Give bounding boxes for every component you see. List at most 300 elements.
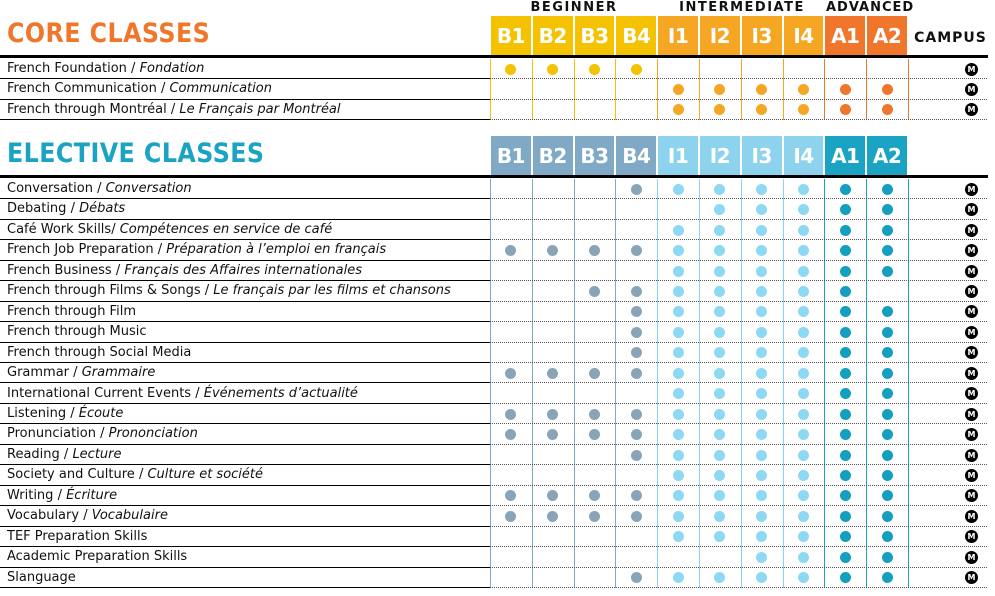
level-dot-b2: [547, 368, 558, 379]
advanced-group-label: ADVANCED: [826, 0, 915, 15]
level-dot-a1: [840, 511, 851, 522]
level-dot-a2: [882, 388, 893, 399]
class-name: [7, 302, 136, 322]
level-dot-a1: [840, 572, 851, 583]
table-row: [0, 179, 995, 199]
campus-montreal-icon: M: [965, 63, 978, 76]
elective-level-b4: B4: [616, 136, 656, 175]
class-name: [7, 424, 198, 444]
campus-montreal-icon: M: [965, 449, 978, 462]
class-name: [7, 363, 155, 383]
class-name-separator: /: [126, 61, 140, 76]
level-dot-a2: [882, 450, 893, 461]
level-dot-b4: [631, 409, 642, 420]
level-dot-a1: [840, 184, 851, 195]
level-dot-i3: [756, 470, 767, 481]
level-dot-i2: [714, 84, 725, 95]
row-dotted-divider: [490, 587, 987, 588]
class-name: [7, 486, 117, 506]
class-name: [7, 445, 122, 465]
level-dot-i4: [798, 490, 809, 501]
class-name-separator: /: [66, 405, 79, 421]
class-name-english: French Job Preparation: [7, 242, 154, 258]
class-name: [7, 179, 192, 199]
level-dot-a1: [840, 245, 851, 256]
level-dot-i4: [798, 409, 809, 420]
beginner-group-label: BEGINNER: [530, 0, 618, 15]
level-dot-i1: [673, 450, 684, 461]
level-dot-i1: [673, 388, 684, 399]
elective-level-i3: I3: [742, 136, 782, 175]
level-dot-i3: [756, 204, 767, 215]
level-dot-i2: [714, 104, 725, 115]
level-dot-b1: [505, 490, 516, 501]
level-dot-i2: [714, 490, 725, 501]
level-dot-b3: [589, 511, 600, 522]
level-dot-a1: [840, 368, 851, 379]
class-name-english: French through Music: [7, 324, 147, 340]
class-name-english: Grammar: [7, 365, 70, 381]
level-dot-b4: [631, 327, 642, 338]
level-dot-b4: [631, 347, 642, 358]
level-dot-a1: [840, 388, 851, 399]
level-dot-i3: [756, 184, 767, 195]
level-dot-b4: [631, 450, 642, 461]
campus-montreal-icon: M: [965, 183, 978, 196]
elective-level-b2: B2: [533, 136, 573, 175]
table-row: [0, 506, 995, 526]
table-row: [0, 281, 995, 301]
level-dot-a1: [840, 347, 851, 358]
table-row: [0, 199, 995, 219]
class-name-english: Slanguage: [7, 569, 76, 585]
level-dot-a1: [840, 470, 851, 481]
level-dot-a2: [882, 245, 893, 256]
class-name-french: Communication: [169, 81, 272, 97]
campus-montreal-icon: M: [965, 571, 978, 584]
class-name: [7, 547, 187, 567]
level-dot-b4: [631, 184, 642, 195]
level-dot-i4: [798, 184, 809, 195]
class-name-separator: /: [59, 446, 73, 462]
level-dot-b1: [505, 429, 516, 440]
level-dot-i1: [673, 429, 684, 440]
level-dot-i1: [673, 245, 684, 256]
class-name-english: Reading: [7, 446, 60, 462]
table-row: [0, 261, 995, 281]
level-dot-i1: [673, 266, 684, 277]
level-dot-b2: [547, 429, 558, 440]
level-dot-b3: [589, 490, 600, 501]
level-dot-b4: [631, 429, 642, 440]
class-name-french: Le Français par Montréal: [179, 101, 341, 117]
core-level-b4: B4: [616, 16, 656, 55]
level-dot-b3: [589, 368, 600, 379]
level-dot-i2: [714, 450, 725, 461]
level-dot-i3: [756, 409, 767, 420]
core-level-a2: A2: [867, 16, 907, 55]
class-name-separator: /: [191, 385, 204, 401]
table-row: [0, 100, 995, 120]
level-dot-b4: [631, 306, 642, 317]
class-name: [7, 404, 123, 424]
level-dot-b2: [547, 64, 558, 75]
level-dot-i2: [714, 245, 725, 256]
level-dot-i2: [714, 511, 725, 522]
class-name-french: Fondation: [139, 61, 205, 76]
class-name-english: Vocabulary: [7, 508, 80, 524]
level-dot-b4: [631, 511, 642, 522]
level-dot-i2: [714, 531, 725, 542]
campus-montreal-icon: M: [965, 469, 978, 482]
level-dot-a2: [882, 184, 893, 195]
class-name-separator: /: [111, 221, 120, 237]
class-name-french: Écoute: [78, 405, 124, 421]
campus-montreal-icon: M: [965, 203, 978, 216]
level-dot-i3: [756, 245, 767, 256]
level-dot-i1: [673, 286, 684, 297]
level-dot-a2: [882, 225, 893, 236]
campus-montreal-icon: M: [965, 244, 978, 257]
table-row: [0, 424, 995, 444]
elective-classes-title: ELECTIVE CLASSES: [7, 138, 265, 169]
level-dot-i4: [798, 572, 809, 583]
campus-montreal-icon: M: [965, 367, 978, 380]
level-dot-i4: [798, 266, 809, 277]
campus-montreal-icon: M: [965, 408, 978, 421]
level-dot-i2: [714, 409, 725, 420]
class-name-english: French through Social Media: [7, 344, 192, 360]
level-dot-i3: [756, 531, 767, 542]
level-dot-a1: [840, 286, 851, 297]
class-name-english: Writing: [7, 487, 54, 503]
class-name-separator: /: [92, 181, 106, 196]
level-dot-a1: [840, 266, 851, 277]
class-name-separator: /: [66, 201, 80, 217]
level-dot-i4: [798, 225, 809, 236]
class-name-separator: /: [200, 283, 214, 299]
level-dot-b4: [631, 368, 642, 379]
level-dot-a2: [882, 368, 893, 379]
table-row: [0, 568, 995, 588]
level-dot-a2: [882, 104, 893, 115]
level-dot-b3: [589, 429, 600, 440]
core-header-rule: [0, 55, 988, 58]
level-dot-i4: [798, 347, 809, 358]
level-dot-i3: [756, 286, 767, 297]
class-name-english: Academic Preparation Skills: [7, 549, 188, 565]
level-dot-i1: [673, 511, 684, 522]
table-row: [0, 322, 995, 342]
level-dot-b2: [547, 409, 558, 420]
class-name-separator: /: [156, 81, 170, 97]
core-level-b1: B1: [491, 16, 531, 55]
class-name: [7, 281, 451, 301]
class-name: [7, 220, 332, 240]
level-dot-i3: [756, 104, 767, 115]
class-name-english: French Foundation: [7, 61, 127, 76]
class-name-english: French Business: [7, 262, 112, 278]
level-dot-i2: [714, 572, 725, 583]
class-name-separator: /: [153, 242, 167, 258]
level-dot-i2: [714, 388, 725, 399]
level-dot-a1: [840, 327, 851, 338]
row-dotted-divider: [490, 119, 987, 120]
class-name-separator: /: [53, 487, 67, 503]
class-name-french: Grammaire: [81, 365, 156, 381]
campus-montreal-icon: M: [965, 265, 978, 278]
level-dot-a1: [840, 104, 851, 115]
elective-level-i1: I1: [658, 136, 698, 175]
campus-montreal-icon: M: [965, 305, 978, 318]
level-dot-a1: [840, 490, 851, 501]
campus-montreal-icon: M: [965, 326, 978, 339]
level-dot-i3: [756, 266, 767, 277]
row-divider: [0, 119, 490, 120]
level-dot-i2: [714, 347, 725, 358]
level-dot-a2: [882, 409, 893, 420]
core-level-b3: B3: [575, 16, 615, 55]
level-dot-a2: [882, 490, 893, 501]
class-name: [7, 384, 358, 404]
level-dot-b1: [505, 245, 516, 256]
class-name: [7, 568, 76, 588]
level-dot-b1: [505, 368, 516, 379]
level-dot-b4: [631, 572, 642, 583]
campus-montreal-icon: M: [965, 346, 978, 359]
level-dot-i3: [756, 84, 767, 95]
level-dot-a2: [882, 204, 893, 215]
class-name-french: Vocabulaire: [91, 508, 168, 524]
level-dot-i1: [673, 470, 684, 481]
elective-header-rule: [0, 175, 988, 178]
level-dot-i3: [756, 490, 767, 501]
row-divider: [0, 587, 490, 588]
level-dot-i4: [798, 204, 809, 215]
class-name: [7, 261, 362, 281]
table-row: [0, 220, 995, 240]
campus-montreal-icon: M: [965, 285, 978, 298]
level-dot-i3: [756, 429, 767, 440]
class-name-english: French through Montréal: [7, 101, 167, 117]
table-row: [0, 486, 995, 506]
campus-montreal-icon: M: [965, 83, 978, 96]
level-dot-a2: [882, 84, 893, 95]
elective-level-a2: A2: [867, 136, 907, 175]
class-name: [7, 100, 341, 120]
class-name-separator: /: [69, 365, 82, 381]
core-level-i1: I1: [658, 16, 698, 55]
level-dot-a1: [840, 531, 851, 542]
class-name: [7, 343, 191, 363]
level-dot-i4: [798, 450, 809, 461]
level-dot-i4: [798, 245, 809, 256]
table-row: [0, 404, 995, 424]
class-name-separator: /: [134, 467, 148, 483]
class-name: [7, 199, 125, 219]
level-dot-i3: [756, 368, 767, 379]
level-dot-b2: [547, 511, 558, 522]
level-dot-a1: [840, 450, 851, 461]
level-dot-i2: [714, 429, 725, 440]
campus-montreal-icon: M: [965, 103, 978, 116]
table-row: [0, 384, 995, 404]
level-dot-i4: [798, 531, 809, 542]
campus-header: CAMPUS: [914, 30, 987, 46]
class-name: [7, 527, 147, 547]
level-dot-i3: [756, 225, 767, 236]
level-dot-i1: [673, 572, 684, 583]
core-level-a1: A1: [825, 16, 865, 55]
table-row: [0, 79, 995, 99]
class-name: [7, 322, 147, 342]
level-dot-a1: [840, 225, 851, 236]
level-dot-b4: [631, 490, 642, 501]
level-dot-i3: [756, 347, 767, 358]
level-dot-a2: [882, 552, 893, 563]
level-dot-i2: [714, 266, 725, 277]
class-name-english: Society and Culture: [7, 467, 135, 483]
level-dot-a1: [840, 429, 851, 440]
class-name: [7, 79, 272, 99]
level-dot-i4: [798, 552, 809, 563]
class-name: [7, 506, 168, 526]
level-dot-a2: [882, 266, 893, 277]
level-dot-i1: [673, 184, 684, 195]
level-dot-a2: [882, 511, 893, 522]
level-dot-a2: [882, 327, 893, 338]
class-name-english: French through Films & Songs: [7, 283, 201, 299]
level-dot-i4: [798, 368, 809, 379]
level-dot-i1: [673, 490, 684, 501]
level-dot-i3: [756, 388, 767, 399]
level-dot-a2: [882, 531, 893, 542]
class-name-english: Pronunciation: [7, 426, 96, 442]
level-dot-a2: [882, 347, 893, 358]
level-dot-i1: [673, 409, 684, 420]
level-dot-i4: [798, 470, 809, 481]
level-dot-i1: [673, 327, 684, 338]
class-name-french: Débats: [79, 201, 126, 217]
level-dot-i1: [673, 84, 684, 95]
level-dot-i4: [798, 286, 809, 297]
elective-level-b1: B1: [491, 136, 531, 175]
elective-level-i2: I2: [700, 136, 740, 175]
level-dot-a2: [882, 572, 893, 583]
class-name-french: Compétences en service de café: [119, 221, 333, 237]
class-name-french: Français des Affaires internationales: [124, 262, 363, 278]
level-dot-i4: [798, 511, 809, 522]
level-dot-i3: [756, 552, 767, 563]
class-name: [7, 240, 386, 260]
level-dot-i4: [798, 84, 809, 95]
elective-level-a1: A1: [825, 136, 865, 175]
table-row: [0, 465, 995, 485]
core-level-i4: I4: [784, 16, 824, 55]
level-dot-i1: [673, 347, 684, 358]
elective-level-b3: B3: [575, 136, 615, 175]
level-dot-i4: [798, 388, 809, 399]
table-row: [0, 527, 995, 547]
level-dot-a1: [840, 552, 851, 563]
campus-montreal-icon: M: [965, 224, 978, 237]
class-name-english: TEF Preparation Skills: [7, 528, 148, 544]
level-dot-b2: [547, 245, 558, 256]
class-name-english: Listening: [7, 405, 67, 421]
level-dot-i2: [714, 184, 725, 195]
class-name-french: Préparation à l’emploi en français: [166, 242, 387, 258]
level-dot-i2: [714, 327, 725, 338]
level-dot-a2: [882, 470, 893, 481]
table-row: [0, 343, 995, 363]
level-dot-b3: [589, 286, 600, 297]
core-level-i2: I2: [700, 16, 740, 55]
level-dot-i1: [673, 225, 684, 236]
level-dot-a1: [840, 306, 851, 317]
class-name-separator: /: [79, 508, 92, 524]
table-row: [0, 240, 995, 260]
level-dot-i3: [756, 306, 767, 317]
level-dot-i4: [798, 306, 809, 317]
level-dot-i4: [798, 104, 809, 115]
level-dot-b2: [547, 490, 558, 501]
class-name-english: Café Work Skills: [7, 221, 112, 237]
elective-level-i4: I4: [784, 136, 824, 175]
class-name: [7, 59, 204, 79]
core-classes-title: CORE CLASSES: [7, 18, 211, 49]
level-dot-i2: [714, 306, 725, 317]
class-name-french: Lecture: [72, 446, 122, 462]
level-dot-b4: [631, 245, 642, 256]
level-dot-i1: [673, 306, 684, 317]
level-dot-b4: [631, 286, 642, 297]
class-name-separator: /: [95, 426, 109, 442]
level-dot-b3: [589, 245, 600, 256]
table-row: [0, 59, 995, 79]
class-name-english: French through Film: [7, 303, 136, 319]
level-dot-b3: [589, 409, 600, 420]
level-dot-i2: [714, 368, 725, 379]
level-dot-i4: [798, 327, 809, 338]
level-dot-i2: [714, 470, 725, 481]
class-name-french: Conversation: [105, 181, 192, 196]
level-dot-i2: [714, 225, 725, 236]
level-dot-i3: [756, 511, 767, 522]
class-name-french: Culture et société: [147, 467, 264, 483]
class-name-separator: /: [111, 262, 125, 278]
level-dot-a1: [840, 84, 851, 95]
campus-montreal-icon: M: [965, 510, 978, 523]
level-dot-i3: [756, 327, 767, 338]
class-name-french: Événements d’actualité: [203, 385, 358, 401]
level-dot-i4: [798, 429, 809, 440]
level-dot-b4: [631, 64, 642, 75]
level-dot-i1: [673, 368, 684, 379]
class-name-french: Le français par les films et chansons: [213, 283, 451, 299]
class-name-french: Prononciation: [108, 426, 198, 442]
level-dot-i2: [714, 286, 725, 297]
campus-montreal-icon: M: [965, 387, 978, 400]
class-name-english: French Communication: [7, 81, 157, 97]
level-dot-a2: [882, 429, 893, 440]
class-name: [7, 465, 263, 485]
class-name-english: Debating: [7, 201, 67, 217]
class-name-french: Écriture: [66, 487, 118, 503]
table-row: [0, 547, 995, 567]
level-dot-a1: [840, 409, 851, 420]
table-row: [0, 363, 995, 383]
level-dot-i1: [673, 104, 684, 115]
